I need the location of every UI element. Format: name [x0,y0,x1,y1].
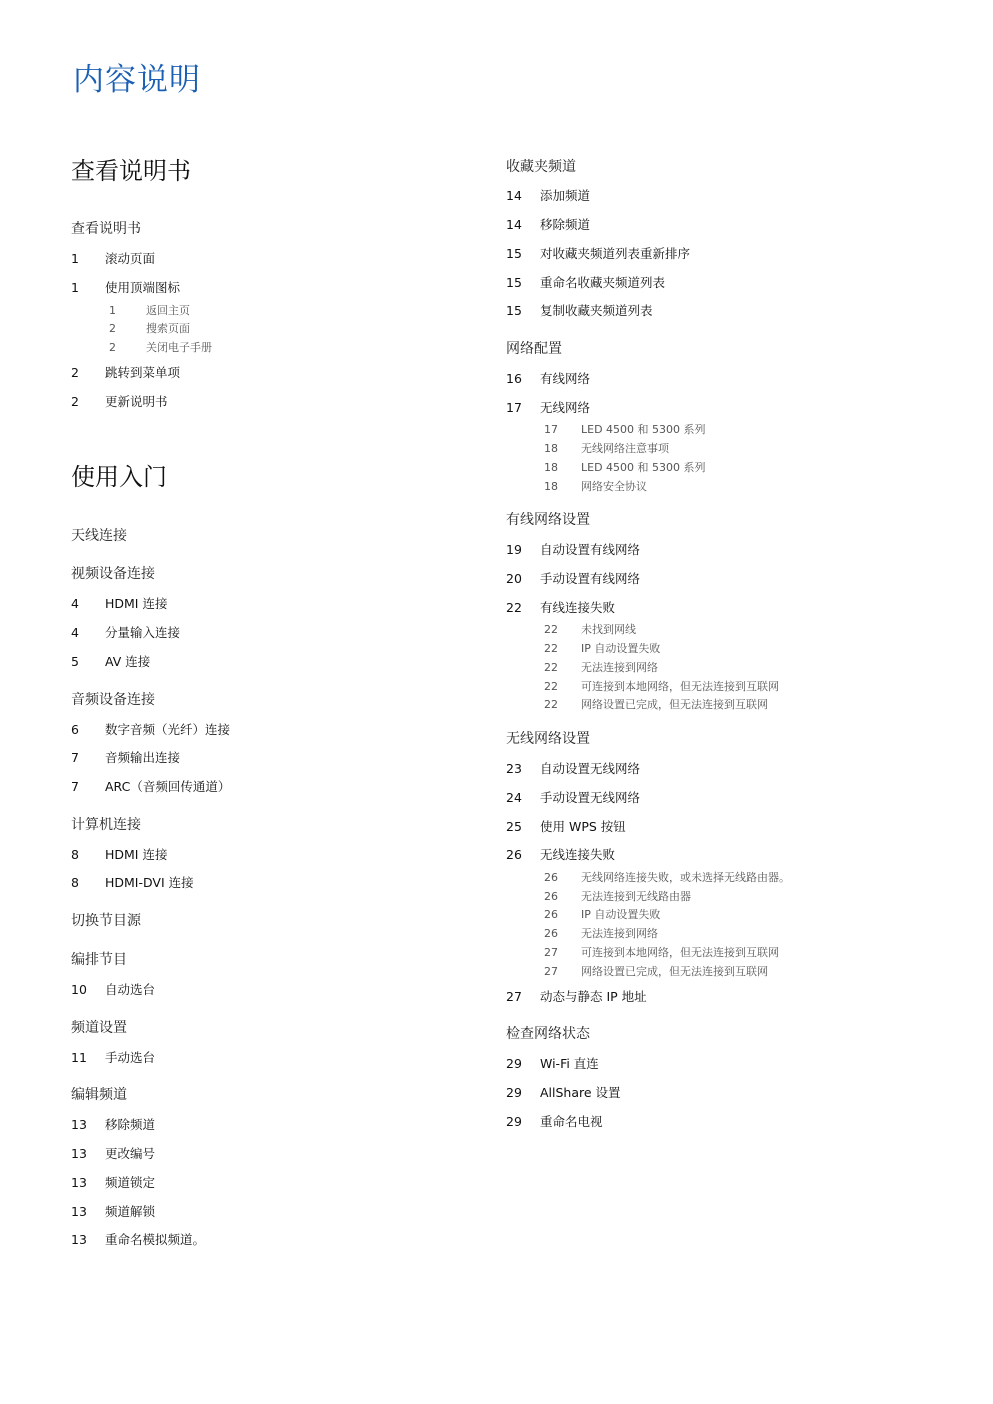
page-number: 15 [506,303,522,318]
entry-label: 对收藏夹频道列表重新排序 [540,246,691,261]
page-number: 14 [506,188,522,203]
toc-subentry[interactable] [544,442,669,455]
toc-entry[interactable] [506,1114,603,1129]
toc-entry[interactable] [71,875,194,890]
page-number: 1 [109,304,116,317]
entry-label: 重命名收藏夹频道列表 [540,275,666,290]
entry-label: 手动选台 [105,1050,156,1065]
toc-entry[interactable] [506,761,640,776]
page-title: 内容说明 [73,62,201,98]
toc-entry[interactable] [71,1117,155,1132]
page-number: 23 [506,761,522,776]
entry-label: 频道解锁 [105,1204,156,1219]
entry-label: 滚动页面 [105,251,156,266]
page-number: 13 [71,1232,87,1247]
entry-label: ARC（音频回传通道） [105,779,231,794]
toc-section-network-status[interactable]: 检查网络状态 [506,1026,590,1042]
toc-entry[interactable] [506,847,615,862]
page-number: 22 [544,698,558,711]
toc-entry[interactable] [71,1175,155,1190]
toc-entry[interactable] [71,1232,205,1247]
entry-label: 关闭电子手册 [146,341,212,354]
entry-label: 可连接到本地网络，但无法连接到互联网 [581,680,779,693]
page-number: 4 [71,625,79,640]
entry-label: 无线网络注意事项 [581,442,669,455]
toc-subentry[interactable] [544,946,779,959]
page-number: 2 [71,394,79,409]
entry-label: 无法连接到网络 [581,927,658,940]
page-number: 2 [71,365,79,380]
toc-entry[interactable] [506,400,590,415]
toc-section-network[interactable]: 网络配置 [506,341,562,357]
toc-subentry[interactable] [544,890,691,903]
toc-subentry[interactable] [109,341,212,354]
toc-entry[interactable] [506,303,653,318]
entry-label: 重命名模拟频道。 [105,1232,206,1247]
toc-entry[interactable] [71,1146,155,1161]
entry-label: 可连接到本地网络，但无法连接到互联网 [581,946,779,959]
entry-label: 添加频道 [540,188,591,203]
toc-entry[interactable] [71,596,167,611]
entry-label: 使用顶端图标 [105,280,181,295]
page-number: 17 [506,400,522,415]
entry-label: 更改编号 [105,1146,156,1161]
entry-label: 数字音频（光纤）连接 [105,722,231,737]
entry-label: IP 自动设置失败 [581,908,661,921]
page-number: 18 [544,442,558,455]
page-number: 22 [544,642,558,655]
entry-label: 网络设置已完成，但无法连接到互联网 [581,698,768,711]
page-number: 7 [71,779,79,794]
page-number: 25 [506,819,522,834]
toc-section-source[interactable]: 切换节目源 [71,913,141,929]
entry-label: 动态与静态 IP 地址 [540,989,647,1004]
page-number: 13 [71,1204,87,1219]
entry-label: 自动设置无线网络 [540,761,641,776]
entry-label: 无线连接失败 [540,847,616,862]
toc-section-wired[interactable]: 有线网络设置 [506,512,590,528]
page-number: 8 [71,875,79,890]
page-number: 2 [109,341,116,354]
entry-label: IP 自动设置失败 [581,642,661,655]
toc-entry[interactable] [71,1050,155,1065]
toc-entry[interactable] [506,819,626,834]
page-number: 13 [71,1175,87,1190]
toc-subentry[interactable] [544,423,706,436]
entry-label: 有线连接失败 [540,600,616,615]
entry-label: 移除频道 [105,1117,156,1132]
page-number: 14 [506,217,522,232]
toc-subentry[interactable] [544,661,658,674]
toc-entry[interactable] [71,779,230,794]
page-number: 17 [544,423,558,436]
toc-section-edit[interactable]: 编辑频道 [71,1087,127,1103]
page-number: 29 [506,1085,522,1100]
entry-label: 自动选台 [105,982,156,997]
page-number: 18 [544,461,558,474]
entry-label: LED 4500 和 5300 系列 [581,461,706,474]
entry-label: 手动设置有线网络 [540,571,641,586]
entry-label: 返回主页 [146,304,190,317]
entry-label: 复制收藏夹频道列表 [540,303,653,318]
toc-subentry[interactable] [544,642,660,655]
toc-subentry[interactable] [544,461,706,474]
entry-label: 无线网络连接失败，或未选择无线路由器。 [581,871,790,884]
page-number: 26 [544,890,558,903]
toc-section-wireless[interactable]: 无线网络设置 [506,731,590,747]
page-number: 2 [109,322,116,335]
page-number: 26 [544,871,558,884]
toc-subentry[interactable] [544,623,636,636]
page-number: 1 [71,280,79,295]
page-number: 24 [506,790,522,805]
toc-entry[interactable] [71,625,180,640]
entry-label: 更新说明书 [105,394,168,409]
entry-label: 无法连接到无线路由器 [581,890,691,903]
major-heading-getting-started[interactable]: 使用入门 [71,463,167,491]
entry-label: 无线网络 [540,400,591,415]
entry-label: AllShare 设置 [540,1085,621,1100]
toc-entry[interactable] [506,1056,599,1071]
page-number: 22 [544,680,558,693]
page-number: 18 [544,480,558,493]
entry-label: HDMI 连接 [105,847,168,862]
entry-label: 使用 WPS 按钮 [540,819,626,834]
toc-section-pc[interactable]: 计算机连接 [71,817,141,833]
toc-entry[interactable] [506,600,615,615]
toc-section-antenna[interactable]: 天线连接 [71,528,127,544]
toc-entry[interactable] [506,989,647,1004]
toc-section-arrange[interactable]: 编排节目 [71,952,127,968]
toc-subentry[interactable] [109,304,190,317]
entry-label: 未找到网线 [581,623,636,636]
page-number: 26 [544,908,558,921]
toc-entry[interactable] [506,571,640,586]
toc-entry[interactable] [506,1085,621,1100]
entry-label: HDMI-DVI 连接 [105,875,194,890]
toc-section-channel[interactable]: 频道设置 [71,1020,127,1036]
toc-subentry[interactable] [544,908,660,921]
toc-entry[interactable] [506,217,590,232]
entry-label: 手动设置无线网络 [540,790,641,805]
toc-entry[interactable] [71,394,168,409]
page-number: 10 [71,982,87,997]
toc-subentry[interactable] [544,680,779,693]
entry-label: 重命名电视 [540,1114,603,1129]
toc-subentry[interactable] [544,480,647,493]
entry-label: Wi-Fi 直连 [540,1056,599,1071]
page-number: 13 [71,1117,87,1132]
entry-label: 搜索页面 [146,322,190,335]
page-number: 1 [71,251,79,266]
page-number: 7 [71,750,79,765]
page-number: 16 [506,371,522,386]
toc-entry[interactable] [71,280,180,295]
toc-subentry[interactable] [109,322,190,335]
page-number: 22 [544,661,558,674]
page-number: 13 [71,1146,87,1161]
page-number: 22 [544,623,558,636]
toc-entry[interactable] [71,1204,155,1219]
toc-section-favorites[interactable]: 收藏夹频道 [506,159,576,175]
page-number: 26 [544,927,558,940]
entry-label: AV 连接 [105,654,151,669]
page-number: 20 [506,571,522,586]
toc-entry[interactable] [71,251,155,266]
entry-label: 无法连接到网络 [581,661,658,674]
page-number: 5 [71,654,79,669]
toc-subentry[interactable] [544,927,658,940]
page-number: 15 [506,275,522,290]
toc-entry[interactable] [71,722,230,737]
toc-entry[interactable] [506,275,665,290]
toc-section-audio[interactable]: 音频设备连接 [71,692,155,708]
entry-label: 网络安全协议 [581,480,647,493]
page-number: 4 [71,596,79,611]
toc-subentry[interactable] [544,965,768,978]
toc-entry[interactable] [506,790,640,805]
page-number: 27 [506,989,522,1004]
page-number: 29 [506,1056,522,1071]
toc-section-video[interactable]: 视频设备连接 [71,566,155,582]
entry-label: LED 4500 和 5300 系列 [581,423,706,436]
entry-label: 跳转到菜单项 [105,365,181,380]
major-heading-view-manual[interactable]: 查看说明书 [71,157,191,185]
entry-label: 频道锁定 [105,1175,156,1190]
page-number: 11 [71,1050,87,1065]
toc-entry[interactable] [71,982,155,997]
page-number: 6 [71,722,79,737]
toc-entry[interactable] [506,188,590,203]
toc-entry[interactable] [71,750,180,765]
page-number: 29 [506,1114,522,1129]
entry-label: 自动设置有线网络 [540,542,641,557]
toc-entry[interactable] [506,246,690,261]
toc-subentry[interactable] [544,871,790,884]
page-number: 26 [506,847,522,862]
entry-label: 音频输出连接 [105,750,181,765]
toc-subentry[interactable] [544,698,768,711]
page-number: 15 [506,246,522,261]
toc-section-view-manual[interactable]: 查看说明书 [71,221,141,237]
entry-label: HDMI 连接 [105,596,168,611]
toc-entry[interactable] [71,847,167,862]
entry-label: 分量输入连接 [105,625,181,640]
entry-label: 网络设置已完成，但无法连接到互联网 [581,965,768,978]
entry-label: 有线网络 [540,371,591,386]
toc-entry[interactable] [71,365,180,380]
toc-entry[interactable] [71,654,150,669]
page-number: 19 [506,542,522,557]
page-number: 8 [71,847,79,862]
toc-entry[interactable] [506,371,590,386]
entry-label: 移除频道 [540,217,591,232]
toc-entry[interactable] [506,542,640,557]
page-number: 27 [544,965,558,978]
page-number: 27 [544,946,558,959]
page-number: 22 [506,600,522,615]
